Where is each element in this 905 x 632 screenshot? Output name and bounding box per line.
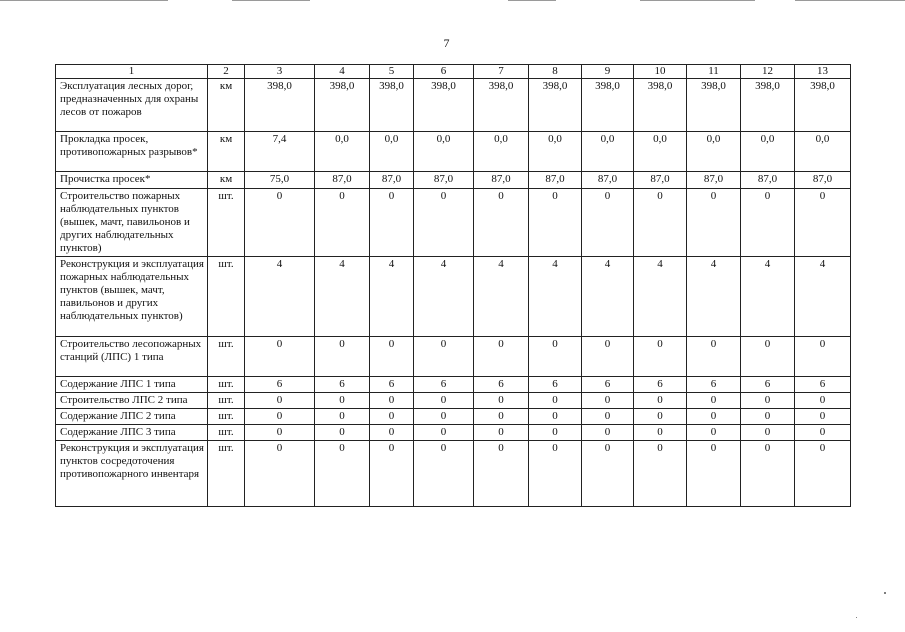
value-cell: 87,0 bbox=[741, 172, 795, 189]
value-cell: 0 bbox=[414, 409, 474, 425]
column-number-cell: 4 bbox=[315, 65, 370, 79]
value-cell: 0 bbox=[634, 393, 687, 409]
unit-cell: км bbox=[208, 172, 245, 189]
value-cell: 6 bbox=[795, 377, 851, 393]
value-cell: 7,4 bbox=[245, 132, 315, 172]
measures-table bbox=[55, 64, 851, 507]
page-number: 7 bbox=[443, 36, 450, 50]
value-cell: 0,0 bbox=[741, 132, 795, 172]
value-cell: 0 bbox=[687, 189, 741, 257]
value-cell: 0 bbox=[582, 409, 634, 425]
value-cell: 6 bbox=[414, 377, 474, 393]
value-cell: 0 bbox=[795, 337, 851, 377]
scan-edge-line bbox=[0, 0, 168, 1]
unit-cell: км bbox=[208, 132, 245, 172]
value-cell: 87,0 bbox=[474, 172, 529, 189]
value-cell: 0 bbox=[634, 441, 687, 507]
column-number-cell: 13 bbox=[795, 65, 851, 79]
measure-name-cell: Строительство лесопожарных станций (ЛПС) 1 типа bbox=[56, 337, 208, 377]
unit-cell: шт. bbox=[208, 257, 245, 337]
value-cell: 0 bbox=[315, 189, 370, 257]
value-cell: 0 bbox=[245, 425, 315, 441]
value-cell: 0 bbox=[315, 393, 370, 409]
value-cell: 0 bbox=[582, 425, 634, 441]
scan-edge-line bbox=[232, 0, 310, 1]
value-cell: 0 bbox=[245, 393, 315, 409]
value-cell: 0 bbox=[474, 425, 529, 441]
column-number-cell: 3 bbox=[245, 65, 315, 79]
unit-cell: шт. bbox=[208, 393, 245, 409]
value-cell: 0 bbox=[634, 189, 687, 257]
table-row bbox=[56, 189, 851, 257]
value-cell: 398,0 bbox=[634, 79, 687, 132]
table-body bbox=[56, 65, 851, 507]
value-cell: 87,0 bbox=[634, 172, 687, 189]
value-cell: 0 bbox=[634, 409, 687, 425]
value-cell: 0 bbox=[315, 441, 370, 507]
measure-name-cell: Содержание ЛПС 1 типа bbox=[56, 377, 208, 393]
measure-name-cell: Содержание ЛПС 3 типа bbox=[56, 425, 208, 441]
value-cell: 0 bbox=[582, 393, 634, 409]
value-cell: 0 bbox=[687, 393, 741, 409]
value-cell: 0 bbox=[370, 441, 414, 507]
scan-edge-line bbox=[508, 0, 556, 1]
value-cell: 0 bbox=[414, 425, 474, 441]
measure-name-cell: Реконструкция и эксплуатация пунктов сосредоточения противопожарного инвентаря bbox=[56, 441, 208, 507]
value-cell: 6 bbox=[315, 377, 370, 393]
value-cell: 398,0 bbox=[795, 79, 851, 132]
value-cell: 0,0 bbox=[529, 132, 582, 172]
value-cell: 0 bbox=[414, 441, 474, 507]
measure-name-cell: Строительство пожарных наблюдательных пунктов (вышек, мачт, павильонов и других наблюдательных пунктов) bbox=[56, 189, 208, 257]
value-cell: 6 bbox=[529, 377, 582, 393]
value-cell: 0 bbox=[529, 425, 582, 441]
value-cell: 0 bbox=[245, 441, 315, 507]
value-cell: 4 bbox=[370, 257, 414, 337]
column-number-cell: 11 bbox=[687, 65, 741, 79]
scan-edge-line bbox=[640, 0, 755, 1]
unit-cell: шт. bbox=[208, 337, 245, 377]
value-cell: 4 bbox=[582, 257, 634, 337]
value-cell: 0 bbox=[741, 441, 795, 507]
value-cell: 0 bbox=[634, 425, 687, 441]
table-row bbox=[56, 132, 851, 172]
value-cell: 0 bbox=[795, 393, 851, 409]
value-cell: 0,0 bbox=[582, 132, 634, 172]
value-cell: 0 bbox=[529, 441, 582, 507]
measure-name-cell: Реконструкция и эксплуатация пожарных наблюдательных пунктов (вышек, мачт, павильонов и других наблюдательных пунктов) bbox=[56, 257, 208, 337]
table-row bbox=[56, 393, 851, 409]
value-cell: 87,0 bbox=[414, 172, 474, 189]
unit-cell: шт. bbox=[208, 377, 245, 393]
value-cell: 4 bbox=[795, 257, 851, 337]
value-cell: 87,0 bbox=[687, 172, 741, 189]
table-row bbox=[56, 337, 851, 377]
value-cell: 4 bbox=[634, 257, 687, 337]
value-cell: 0 bbox=[741, 409, 795, 425]
value-cell: 0 bbox=[634, 337, 687, 377]
value-cell: 0 bbox=[741, 393, 795, 409]
value-cell: 398,0 bbox=[315, 79, 370, 132]
table-row bbox=[56, 172, 851, 189]
value-cell: 398,0 bbox=[582, 79, 634, 132]
value-cell: 0 bbox=[529, 409, 582, 425]
value-cell: 0 bbox=[795, 409, 851, 425]
value-cell: 0 bbox=[414, 189, 474, 257]
value-cell: 0 bbox=[529, 189, 582, 257]
scan-speck bbox=[856, 617, 857, 618]
value-cell: 6 bbox=[741, 377, 795, 393]
value-cell: 398,0 bbox=[529, 79, 582, 132]
value-cell: 0 bbox=[687, 425, 741, 441]
value-cell: 6 bbox=[245, 377, 315, 393]
table-row bbox=[56, 79, 851, 132]
table-row bbox=[56, 377, 851, 393]
value-cell: 0,0 bbox=[687, 132, 741, 172]
measure-name-cell: Строительство ЛПС 2 типа bbox=[56, 393, 208, 409]
value-cell: 0,0 bbox=[315, 132, 370, 172]
value-cell: 0 bbox=[582, 189, 634, 257]
column-number-cell: 7 bbox=[474, 65, 529, 79]
value-cell: 6 bbox=[582, 377, 634, 393]
value-cell: 4 bbox=[474, 257, 529, 337]
value-cell: 0 bbox=[370, 409, 414, 425]
value-cell: 87,0 bbox=[370, 172, 414, 189]
value-cell: 0 bbox=[795, 441, 851, 507]
value-cell: 398,0 bbox=[370, 79, 414, 132]
measure-name-cell: Эксплуатация лесных дорог, предназначенных для охраны лесов от пожаров bbox=[56, 79, 208, 132]
value-cell: 398,0 bbox=[741, 79, 795, 132]
value-cell: 0,0 bbox=[474, 132, 529, 172]
value-cell: 6 bbox=[687, 377, 741, 393]
value-cell: 0 bbox=[741, 189, 795, 257]
column-number-cell: 10 bbox=[634, 65, 687, 79]
value-cell: 0 bbox=[414, 337, 474, 377]
value-cell: 4 bbox=[245, 257, 315, 337]
value-cell: 0,0 bbox=[370, 132, 414, 172]
value-cell: 0 bbox=[741, 425, 795, 441]
table-row bbox=[56, 409, 851, 425]
value-cell: 6 bbox=[634, 377, 687, 393]
unit-cell: шт. bbox=[208, 425, 245, 441]
value-cell: 0 bbox=[370, 337, 414, 377]
unit-cell: шт. bbox=[208, 409, 245, 425]
value-cell: 4 bbox=[687, 257, 741, 337]
column-number-cell: 6 bbox=[414, 65, 474, 79]
value-cell: 0 bbox=[245, 337, 315, 377]
unit-cell: шт. bbox=[208, 189, 245, 257]
value-cell: 0,0 bbox=[795, 132, 851, 172]
value-cell: 0,0 bbox=[634, 132, 687, 172]
value-cell: 0 bbox=[582, 441, 634, 507]
value-cell: 4 bbox=[315, 257, 370, 337]
table-row bbox=[56, 257, 851, 337]
measure-name-cell: Содержание ЛПС 2 типа bbox=[56, 409, 208, 425]
column-number-cell: 12 bbox=[741, 65, 795, 79]
value-cell: 0 bbox=[315, 425, 370, 441]
unit-cell: км bbox=[208, 79, 245, 132]
value-cell: 0 bbox=[795, 425, 851, 441]
value-cell: 0,0 bbox=[414, 132, 474, 172]
value-cell: 0 bbox=[687, 337, 741, 377]
value-cell: 0 bbox=[315, 409, 370, 425]
measure-name-cell: Прокладка просек, противопожарных разрывов* bbox=[56, 132, 208, 172]
value-cell: 87,0 bbox=[582, 172, 634, 189]
value-cell: 0 bbox=[474, 409, 529, 425]
column-number-cell: 1 bbox=[56, 65, 208, 79]
value-cell: 6 bbox=[474, 377, 529, 393]
value-cell: 87,0 bbox=[315, 172, 370, 189]
scan-speck bbox=[884, 592, 886, 594]
value-cell: 4 bbox=[741, 257, 795, 337]
column-number-row bbox=[56, 65, 851, 79]
value-cell: 75,0 bbox=[245, 172, 315, 189]
value-cell: 0 bbox=[474, 337, 529, 377]
value-cell: 0 bbox=[529, 337, 582, 377]
value-cell: 0 bbox=[687, 409, 741, 425]
value-cell: 0 bbox=[474, 189, 529, 257]
value-cell: 0 bbox=[474, 393, 529, 409]
column-number-cell: 2 bbox=[208, 65, 245, 79]
column-number-cell: 9 bbox=[582, 65, 634, 79]
value-cell: 398,0 bbox=[687, 79, 741, 132]
table-row bbox=[56, 441, 851, 507]
value-cell: 6 bbox=[370, 377, 414, 393]
value-cell: 398,0 bbox=[245, 79, 315, 132]
value-cell: 0 bbox=[245, 189, 315, 257]
value-cell: 0 bbox=[370, 189, 414, 257]
value-cell: 0 bbox=[370, 425, 414, 441]
value-cell: 0 bbox=[687, 441, 741, 507]
measure-name-cell: Прочистка просек* bbox=[56, 172, 208, 189]
value-cell: 87,0 bbox=[795, 172, 851, 189]
unit-cell: шт. bbox=[208, 441, 245, 507]
value-cell: 0 bbox=[582, 337, 634, 377]
value-cell: 398,0 bbox=[474, 79, 529, 132]
value-cell: 0 bbox=[414, 393, 474, 409]
value-cell: 0 bbox=[245, 409, 315, 425]
column-number-cell: 8 bbox=[529, 65, 582, 79]
value-cell: 0 bbox=[474, 441, 529, 507]
value-cell: 0 bbox=[741, 337, 795, 377]
column-number-cell: 5 bbox=[370, 65, 414, 79]
value-cell: 4 bbox=[414, 257, 474, 337]
table-row bbox=[56, 425, 851, 441]
value-cell: 87,0 bbox=[529, 172, 582, 189]
value-cell: 0 bbox=[370, 393, 414, 409]
value-cell: 0 bbox=[795, 189, 851, 257]
scan-edge-line bbox=[795, 0, 905, 1]
value-cell: 0 bbox=[315, 337, 370, 377]
value-cell: 4 bbox=[529, 257, 582, 337]
value-cell: 0 bbox=[529, 393, 582, 409]
value-cell: 398,0 bbox=[414, 79, 474, 132]
